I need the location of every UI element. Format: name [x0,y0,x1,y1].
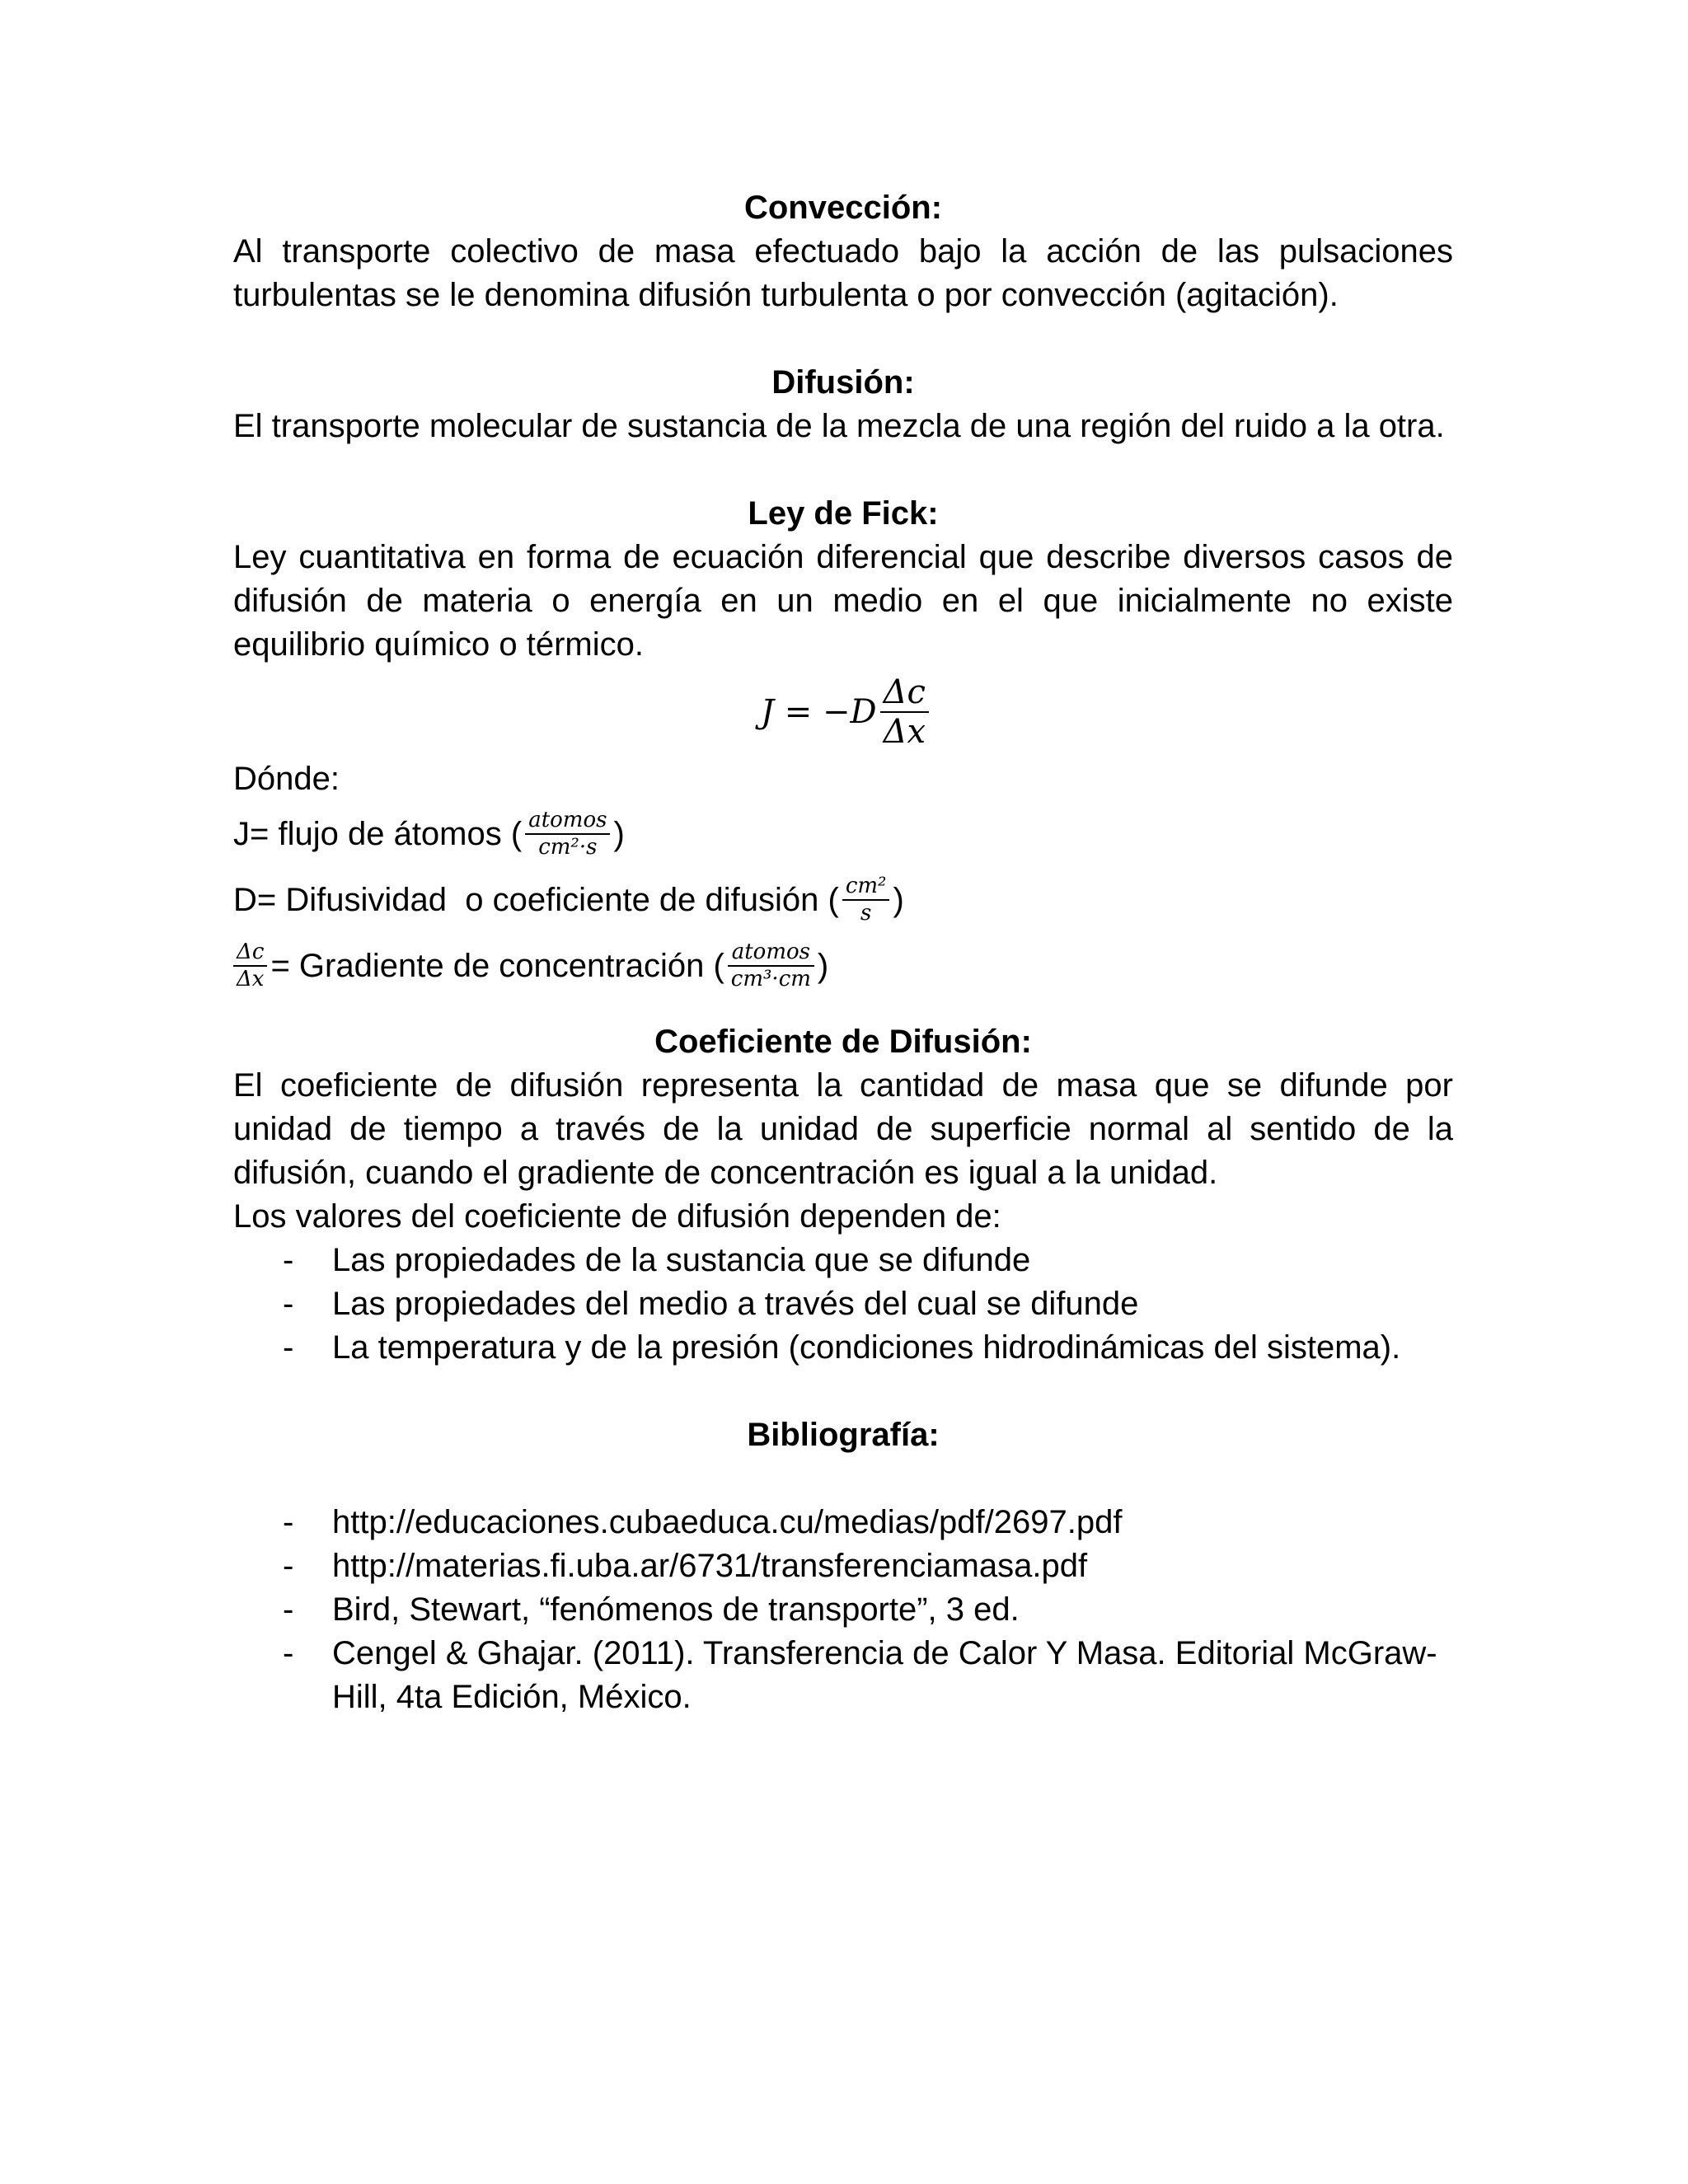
paragraph-coeficiente-intro: Los valores del coeficiente de difusión dependen de: [233,1198,1001,1235]
definition-j-units [525,808,610,860]
definition-j-text: J= flujo de átomos ( [233,815,523,852]
list-item-text: Las propiedades de la sustancia que se difunde [332,1242,1031,1278]
bibliography-entry: http://materias.fi.uba.ar/6731/transferenciamasa.pdf [332,1548,1088,1584]
units-numerator: atomos [528,807,607,832]
heading-difusion: Difusión: [771,364,915,401]
close-paren: ) [613,815,625,852]
dash-bullet: - [283,1242,294,1278]
gradient-denominator: Δx [237,967,265,991]
heading-bibliografia: Bibliografía: [747,1417,940,1453]
definition-j [233,801,1453,867]
fick-equation-row [233,667,1453,757]
list-item [233,1544,1453,1588]
list-item [233,1326,1453,1370]
close-paren: ) [817,947,829,984]
paragraph-ley-de-fick: Ley cuantitativa en forma de ecuación diferencial que describe diversos casos de difusión de materia o energía en un medio en el que inicialmente no existe equilibrio químico o térmico. [233,539,1453,663]
list-item-text: La temperatura y de la presión (condiciones hidrodinámicas del sistema). [332,1329,1401,1366]
units-numerator: cm² [845,873,887,898]
paragraph-coeficiente: El coeficiente de difusión representa la cantidad de masa que se difunde por unidad de tiempo a través de la unidad de superficie normal al sentido de la difusión, cuando el gradiente de concentración es igual a la unidad. [233,1067,1453,1191]
equation-denominator: Δx [883,713,926,751]
heading-ley-de-fick: Ley de Fick: [748,495,939,532]
bibliography-entry: http://educaciones.cubaeduca.cu/medias/pdf/2697.pdf [332,1504,1123,1540]
paragraph-difusion: El transporte molecular de sustancia de la mezcla de una región del ruido a la otra. [233,408,1445,444]
list-item [233,1239,1453,1282]
gradient-symbol [233,940,267,992]
list-coeficiente [233,1239,1453,1370]
units-denominator: cm³·cm [730,967,811,991]
bibliography-entry: Bird, Stewart, “fenómenos de transporte”, 3 ed. [332,1591,1020,1628]
units-denominator: s [860,901,872,926]
definition-gradient-units [728,940,814,992]
list-item [233,1501,1453,1544]
definition-gradient [233,933,1453,999]
definition-d-text: D= Difusividad o coeficiente de difusión ( [233,881,839,918]
equation-numerator: Δc [883,673,926,711]
dash-bullet: - [283,1286,294,1322]
equation-fraction [880,673,929,751]
fick-equation [761,667,932,757]
equation-lhs: J = −D [761,692,877,731]
list-item [233,1632,1453,1719]
list-item [233,1282,1453,1326]
definition-gradient-text: = Gradiente de concentración ( [270,947,724,984]
dash-bullet: - [283,1591,294,1628]
list-item [233,1588,1453,1632]
definition-d [233,867,1453,933]
document-page [233,186,1453,1719]
donde-label: Dónde: [233,761,340,797]
dash-bullet: - [283,1504,294,1540]
list-item-text: Las propiedades del medio a través del cual se difunde [332,1286,1139,1322]
bibliography-entry: Cengel & Ghajar. (2011). Transferencia de Calor Y Masa. Editorial McGraw-Hill, 4ta Edición, México. [332,1635,1437,1715]
paragraph-conveccion: Al transporte colectivo de masa efectuado bajo la acción de las pulsaciones turbulentas se le denomina difusión turbulenta o por convección (agitación). [233,233,1453,313]
units-denominator: cm²·s [538,835,598,860]
heading-conveccion: Convección: [743,190,943,226]
gradient-numerator: Δc [237,939,265,964]
dash-bullet: - [283,1548,294,1584]
units-numerator: atomos [731,939,810,964]
definition-d-units [842,874,890,926]
heading-coeficiente: Coeficiente de Difusión: [654,1024,1032,1060]
list-bibliografia [233,1501,1453,1719]
dash-bullet: - [283,1635,294,1671]
close-paren: ) [893,881,904,918]
dash-bullet: - [283,1329,294,1366]
